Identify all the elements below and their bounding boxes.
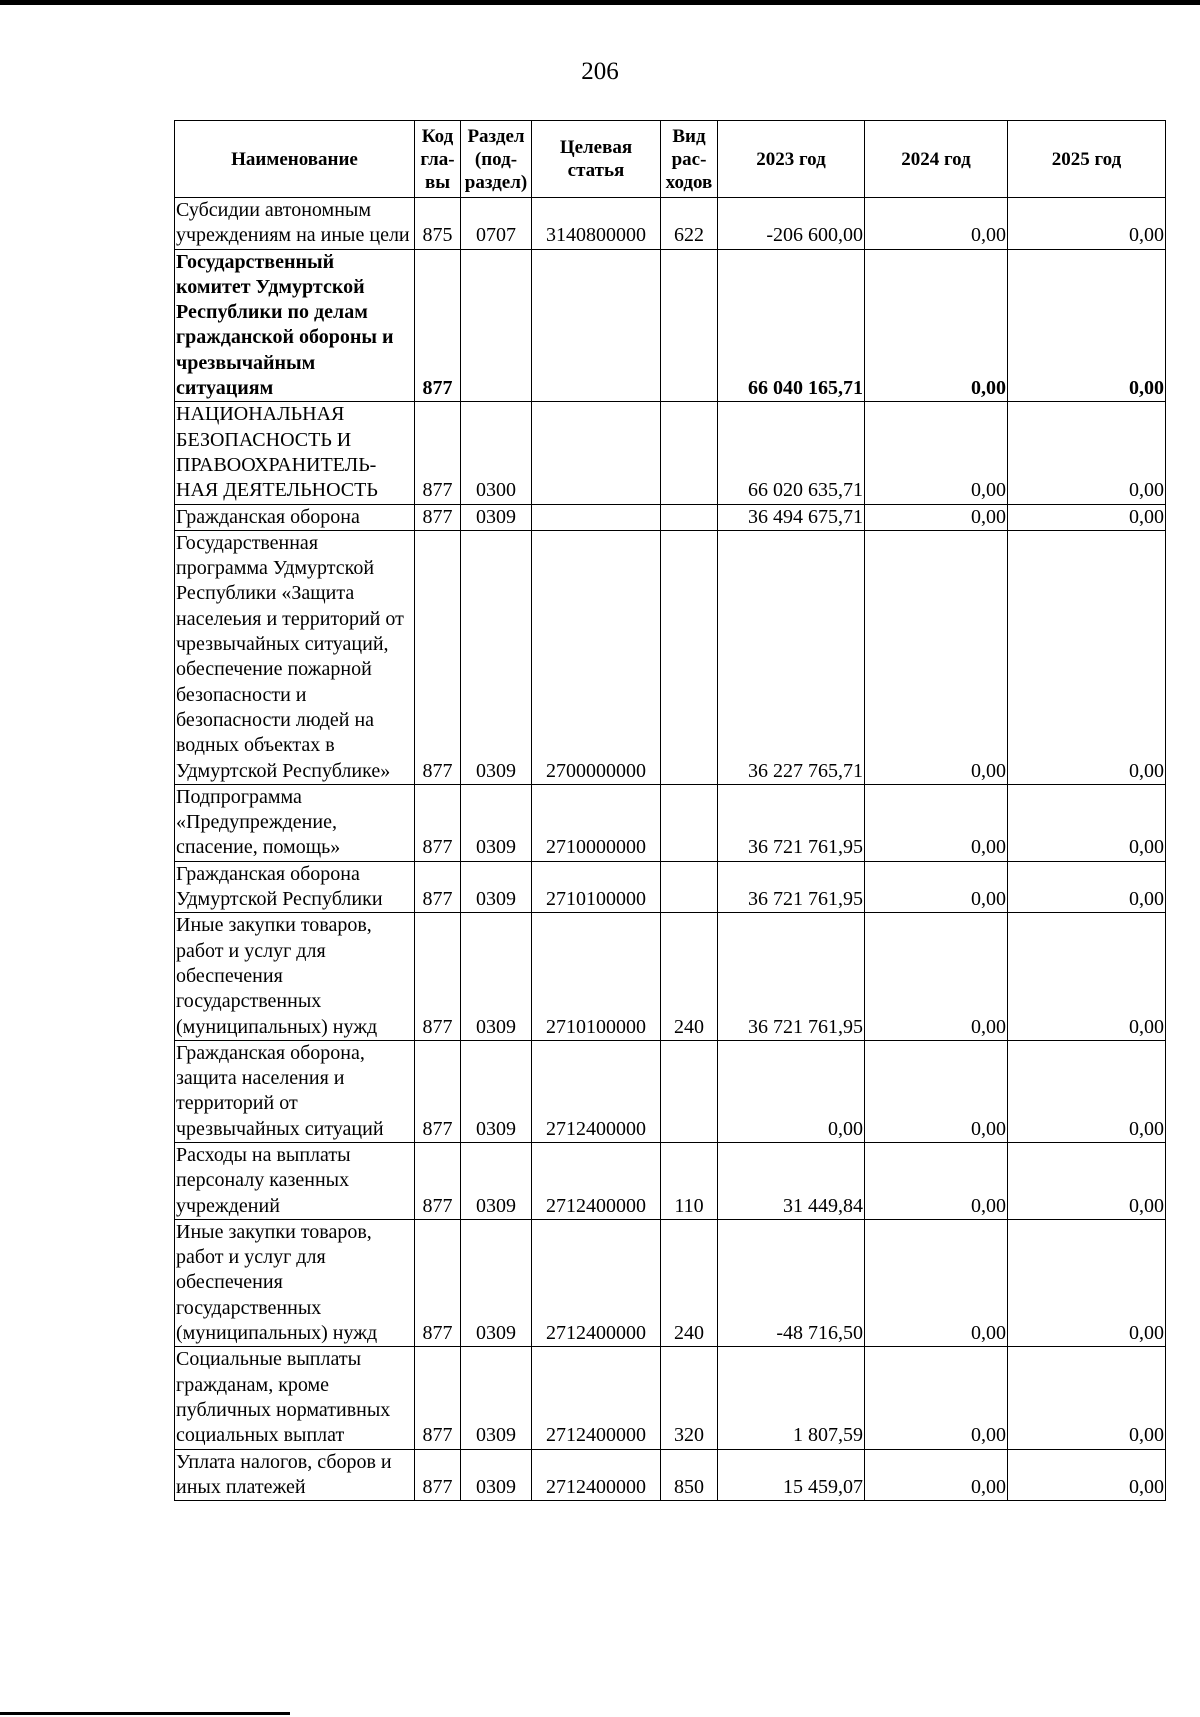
row-section: 0309	[461, 504, 532, 530]
table-header-row	[175, 121, 1166, 198]
row-2023: 66 040 165,71	[718, 249, 865, 402]
row-chapter: 877	[415, 504, 461, 530]
row-2023: 15 459,07	[718, 1449, 865, 1501]
table-row	[175, 913, 1166, 1040]
row-article: 2710000000	[532, 784, 661, 861]
row-2023: -206 600,00	[718, 198, 865, 250]
row-section: 0309	[461, 1347, 532, 1449]
header-name: Наименование	[175, 121, 415, 198]
row-2025: 0,00	[1008, 1040, 1166, 1142]
row-chapter: 877	[415, 784, 461, 861]
row-2025: 0,00	[1008, 249, 1166, 402]
header-section: Раздел (под-раздел)	[461, 121, 532, 198]
row-name: Подпрограмма «Предупреждение, спасение, помощь»	[175, 784, 415, 861]
row-section: 0300	[461, 402, 532, 504]
row-type	[661, 402, 718, 504]
table-row	[175, 1347, 1166, 1449]
row-section: 0309	[461, 1142, 532, 1219]
row-2025: 0,00	[1008, 530, 1166, 784]
table-row	[175, 1219, 1166, 1346]
scan-top-border	[0, 0, 1200, 5]
row-article: 2712400000	[532, 1347, 661, 1449]
row-2023: 1 807,59	[718, 1347, 865, 1449]
row-section: 0309	[461, 784, 532, 861]
row-chapter: 877	[415, 1142, 461, 1219]
table-row	[175, 1142, 1166, 1219]
row-2024: 0,00	[865, 402, 1008, 504]
row-section: 0309	[461, 530, 532, 784]
row-2024: 0,00	[865, 784, 1008, 861]
row-chapter: 877	[415, 1040, 461, 1142]
table-row	[175, 861, 1166, 913]
row-chapter: 877	[415, 861, 461, 913]
row-2023: 36 494 675,71	[718, 504, 865, 530]
row-name: Иные закупки товаров, работ и услуг для обеспечения государственных (муниципальных) нужд	[175, 913, 415, 1040]
row-2024: 0,00	[865, 249, 1008, 402]
table-row	[175, 249, 1166, 402]
row-name: Расходы на выплаты персоналу казенных учреждений	[175, 1142, 415, 1219]
row-2024: 0,00	[865, 913, 1008, 1040]
header-chapter-code: Код гла-вы	[415, 121, 461, 198]
table-row	[175, 784, 1166, 861]
row-chapter: 877	[415, 249, 461, 402]
row-type: 320	[661, 1347, 718, 1449]
row-type: 240	[661, 1219, 718, 1346]
row-2025: 0,00	[1008, 861, 1166, 913]
row-article: 2712400000	[532, 1142, 661, 1219]
table-row	[175, 504, 1166, 530]
row-name: Государственная программа Удмуртской Республики «Защита населеьия и территорий от чрезвычайных ситуаций, обеспечение пожарной безопасности и безопасности людей на водных объектах в Удмуртской Республике»	[175, 530, 415, 784]
row-2025: 0,00	[1008, 402, 1166, 504]
row-section: 0309	[461, 861, 532, 913]
table-row	[175, 1040, 1166, 1142]
row-2023: 0,00	[718, 1040, 865, 1142]
row-type: 622	[661, 198, 718, 250]
row-2023: 36 721 761,95	[718, 861, 865, 913]
row-type	[661, 861, 718, 913]
page-number: 206	[581, 58, 619, 85]
row-chapter: 877	[415, 1449, 461, 1501]
header-2023: 2023 год	[718, 121, 865, 198]
row-article: 2712400000	[532, 1040, 661, 1142]
row-article: 3140800000	[532, 198, 661, 250]
row-article: 2712400000	[532, 1449, 661, 1501]
row-article	[532, 402, 661, 504]
row-name: Гражданская оборона, защита населения и территорий от чрезвычайных ситуаций	[175, 1040, 415, 1142]
row-name: НАЦИОНАЛЬНАЯ БЕЗОПАСНОСТЬ И ПРАВООХРАНИТЕЛЬ-НАЯ ДЕЯТЕЛЬНОСТЬ	[175, 402, 415, 504]
row-2025: 0,00	[1008, 1142, 1166, 1219]
row-section: 0309	[461, 1040, 532, 1142]
row-type	[661, 784, 718, 861]
row-name: Иные закупки товаров, работ и услуг для обеспечения государственных (муниципальных) нужд	[175, 1219, 415, 1346]
row-type	[661, 1040, 718, 1142]
row-article: 2710100000	[532, 861, 661, 913]
row-2025: 0,00	[1008, 504, 1166, 530]
row-type	[661, 504, 718, 530]
row-name: Гражданская оборона	[175, 504, 415, 530]
row-2024: 0,00	[865, 530, 1008, 784]
row-2023: 36 721 761,95	[718, 913, 865, 1040]
row-2025: 0,00	[1008, 913, 1166, 1040]
row-name: Субсидии автономным учреждениям на иные цели	[175, 198, 415, 250]
row-chapter: 875	[415, 198, 461, 250]
row-2024: 0,00	[865, 861, 1008, 913]
row-article: 2710100000	[532, 913, 661, 1040]
row-2025: 0,00	[1008, 784, 1166, 861]
row-2024: 0,00	[865, 1347, 1008, 1449]
row-2024: 0,00	[865, 1142, 1008, 1219]
row-2023: 66 020 635,71	[718, 402, 865, 504]
row-chapter: 877	[415, 1219, 461, 1346]
scan-artifact-bottom	[0, 1712, 290, 1715]
table-row	[175, 1449, 1166, 1501]
header-target-article: Целевая статья	[532, 121, 661, 198]
row-section	[461, 249, 532, 402]
row-article: 2712400000	[532, 1219, 661, 1346]
row-2024: 0,00	[865, 1449, 1008, 1501]
row-2024: 0,00	[865, 198, 1008, 250]
row-2023: 31 449,84	[718, 1142, 865, 1219]
row-2023: 36 721 761,95	[718, 784, 865, 861]
row-section: 0309	[461, 913, 532, 1040]
row-name: Гражданская оборона Удмуртской Республики	[175, 861, 415, 913]
row-article	[532, 504, 661, 530]
table-row	[175, 198, 1166, 250]
row-chapter: 877	[415, 1347, 461, 1449]
row-chapter: 877	[415, 402, 461, 504]
row-section: 0309	[461, 1449, 532, 1501]
table-row	[175, 530, 1166, 784]
row-type	[661, 530, 718, 784]
header-expense-type: Вид рас-ходов	[661, 121, 718, 198]
row-2025: 0,00	[1008, 198, 1166, 250]
row-name: Социальные выплаты гражданам, кроме публичных нормативных социальных выплат	[175, 1347, 415, 1449]
row-chapter: 877	[415, 913, 461, 1040]
header-2025: 2025 год	[1008, 121, 1166, 198]
row-type: 110	[661, 1142, 718, 1219]
row-2023: -48 716,50	[718, 1219, 865, 1346]
row-2024: 0,00	[865, 1040, 1008, 1142]
row-section: 0309	[461, 1219, 532, 1346]
row-name: Уплата налогов, сборов и иных платежей	[175, 1449, 415, 1501]
row-type: 240	[661, 913, 718, 1040]
row-2025: 0,00	[1008, 1449, 1166, 1501]
row-type: 850	[661, 1449, 718, 1501]
row-name: Государственный комитет Удмуртской Республики по делам гражданской обороны и чрезвычайным ситуациям	[175, 249, 415, 402]
header-2024: 2024 год	[865, 121, 1008, 198]
row-2024: 0,00	[865, 504, 1008, 530]
row-chapter: 877	[415, 530, 461, 784]
row-2025: 0,00	[1008, 1347, 1166, 1449]
row-article	[532, 249, 661, 402]
row-section: 0707	[461, 198, 532, 250]
table-row	[175, 402, 1166, 504]
row-2023: 36 227 765,71	[718, 530, 865, 784]
row-type	[661, 249, 718, 402]
row-2024: 0,00	[865, 1219, 1008, 1346]
row-2025: 0,00	[1008, 1219, 1166, 1346]
budget-table	[174, 120, 1166, 1501]
row-article: 2700000000	[532, 530, 661, 784]
